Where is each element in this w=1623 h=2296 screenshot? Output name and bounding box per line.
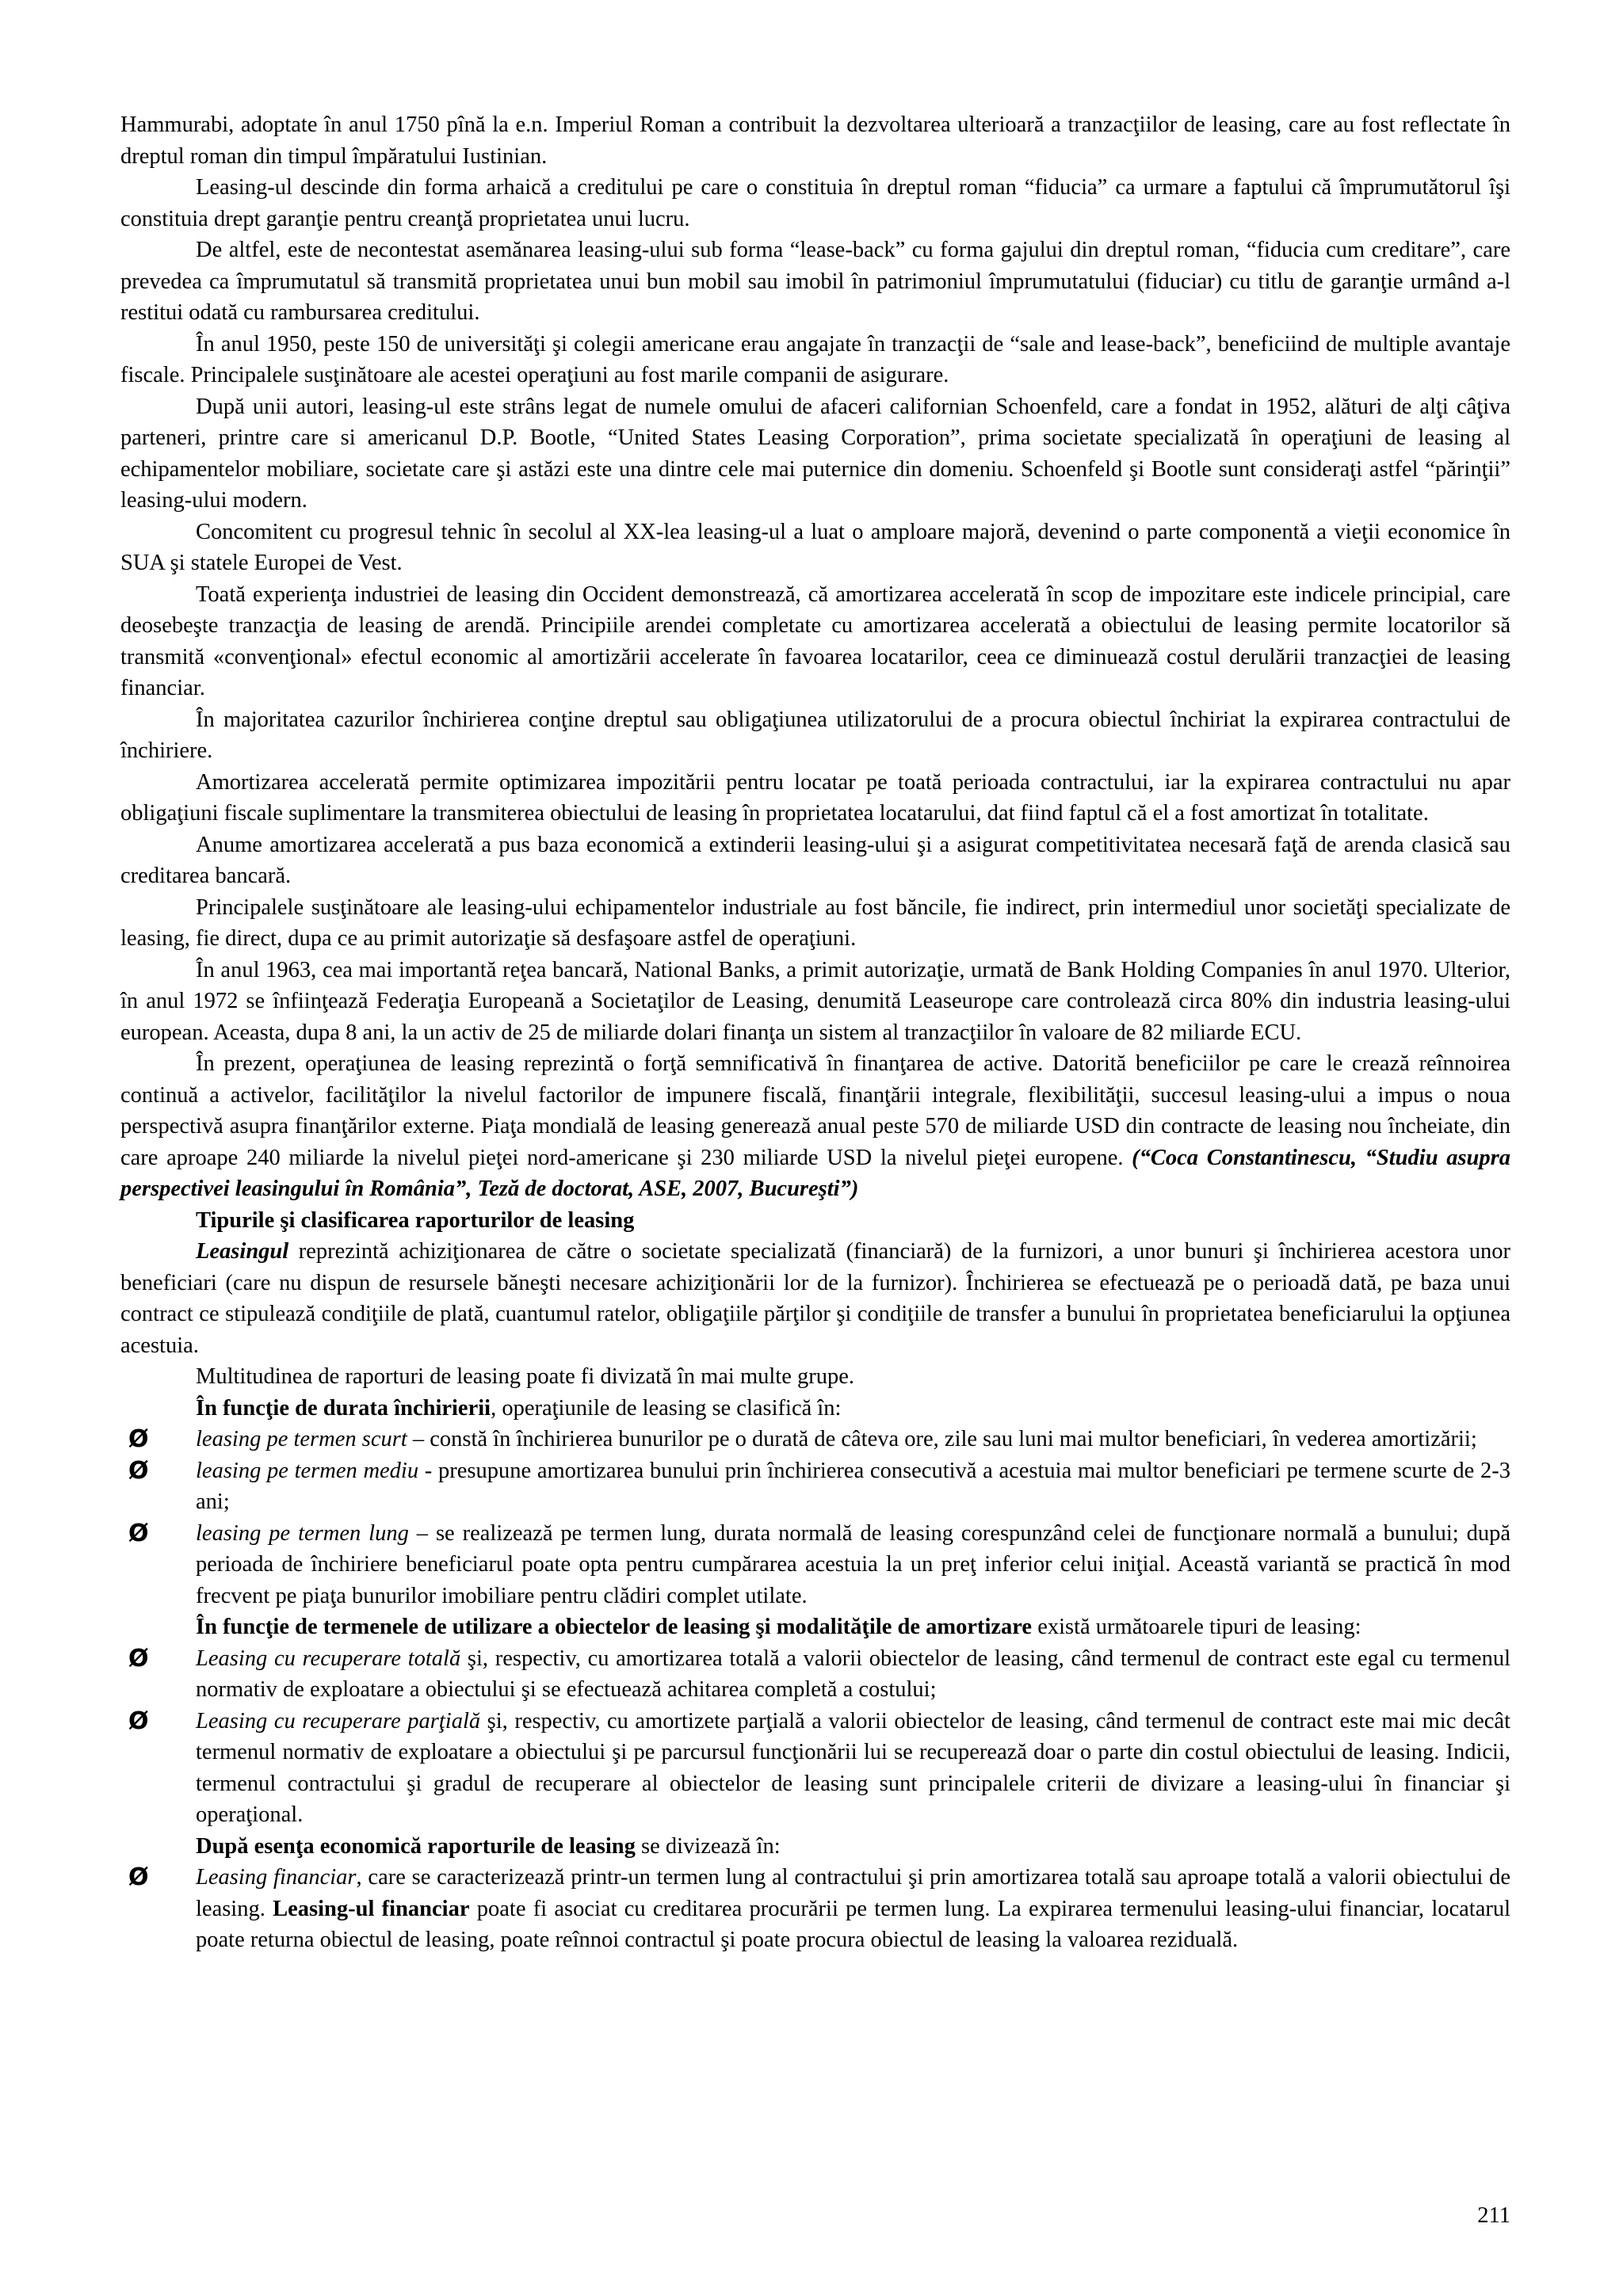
list-item	[120, 1643, 1510, 1706]
paragraph-text: În prezent, operaţiunea de leasing reprezintă o forţă semnificativă în finanţarea de active. Datorită beneficiilor pe care le crează reînnoirea continuă a activelor, facilităţilor la nivelul factorilor de impunere fiscală, finanţării integrale, flexibilităţii, succesul leasing-ului a impus o noua perspectivă asupra finanţărilor externe. Piaţa mondială de leasing generează anual peste 570 de miliarde USD din contracte de leasing nou încheiate, din care aproape 240 miliarde la nivelul pieţei nord-americane şi 230 miliarde USD la nivelul pieţei europene.	[120, 1051, 1510, 1170]
list-item-text: , care se caracterizează printr-un termen lung al contractului şi prin amortizarea totală sau aproape totală a valorii obiectului de leasing.	[196, 1865, 1510, 1921]
list-item	[120, 1455, 1510, 1518]
list-item	[120, 1518, 1510, 1612]
bullet-marker-icon: Ø	[128, 1519, 149, 1547]
list-item-separator: -	[418, 1458, 438, 1483]
list-item-text: şi, respectiv, cu amortizarea totală a valorii obiectelor de leasing, când termenul de contract este egal cu termenul normativ de exploatare a obiectului şi se efectuează achitarea completă a costului;	[196, 1646, 1511, 1702]
paragraph	[120, 1048, 1510, 1205]
group-intro-text: există următoarele tipuri de leasing:	[1032, 1615, 1361, 1639]
list-item-term: Leasing financiar	[196, 1865, 357, 1890]
group-heading: În funcţie de termenele de utilizare a obiectelor de leasing şi modalităţile de amortizare	[196, 1615, 1033, 1639]
list-item	[120, 1424, 1510, 1455]
section-heading: Tipurile şi clasificarea raporturilor de leasing	[196, 1207, 635, 1233]
paragraph: În majoritatea cazurilor închirierea conţine dreptul sau obligaţiunea utilizatorului de a procura obiectul închiriat la expirarea contractului de închiriere.	[120, 707, 1510, 763]
list-item-text: presupune amortizarea bunului prin închirierea consecutivă a acestuia mai multor beneficiari pe termene scurte de 2-3 ani;	[196, 1458, 1510, 1514]
list-item-text: şi, respectiv, cu amortizete parţială a valorii obiectelor de leasing, când termenul de contract este mai mic decât termenul normativ de exploatare a obiectului şi pe parcursul funcţionării lui se recuperează doar o parte din costul obiectului de leasing. Indicii, termenul contractului şi gradul de recuperare al obiectelor de leasing sunt principalele criterii de divizare a leasing-ului în financiar şi operaţional.	[196, 1708, 1511, 1827]
paragraph: Leasing-ul descinde din forma arhaică a creditului pe care o constituia în dreptul roman “fiducia” ca urmare a faptului că împrumutătorul îşi constituia drept garanţie pentru creanţă proprietatea unui lucru.	[120, 175, 1510, 231]
group-heading: După esenţa economică raporturile de leasing	[196, 1833, 636, 1859]
paragraph: Hammurabi, adoptate în anul 1750 pînă la e.n. Imperiul Roman a contribuit la dezvoltarea ulterioară a tranzacţiilor de leasing, care au fost reflectate în dreptul roman din timpul împăratului Iustinian.	[120, 113, 1510, 169]
definition-paragraph	[120, 1236, 1510, 1361]
bullet-marker-icon: Ø	[128, 1644, 149, 1672]
list-item-separator: –	[407, 1427, 430, 1451]
list-item-term: Leasing cu recuperare parţială	[196, 1708, 481, 1733]
bullet-marker-icon: Ø	[128, 1863, 149, 1891]
citation: (“Coca Constantinescu, “Studiu asupra perspectivei leasingului în România”, Teză de doctorat, ASE, 2007, Bucureşti”)	[120, 1145, 1510, 1201]
list-item-separator: –	[408, 1520, 436, 1546]
paragraph: Multitudinea de raporturi de leasing poate fi divizată în mai multe grupe.	[196, 1364, 854, 1389]
page-number: 211	[1477, 2203, 1510, 2228]
paragraph: Principalele susţinătoare ale leasing-ului echipamentelor industriale au fost băncile, fie indirect, prin intermediul unor societăţi specializate de leasing, fie direct, dupa ce au primit autorizaţie să desfaşoare astfel de operaţiuni.	[120, 894, 1510, 951]
list-item-term: leasing pe termen scurt	[196, 1427, 407, 1451]
paragraph: Amortizarea accelerată permite optimizarea impozitării pentru locatar pe toată perioada contractului, iar la expirarea contractului nu apar obligaţiuni fiscale suplimentare la transmiterea obiectului de leasing în proprietatea locatarului, dat fiind faptul că el a fost amortizat în totalitate.	[120, 769, 1510, 826]
definition-term: Leasingul	[196, 1239, 289, 1264]
list-item-term: Leasing cu recuperare totală	[196, 1646, 461, 1671]
paragraph: De altfel, este de necontestat asemănarea leasing-ului sub forma “lease-back” cu forma gajului din dreptul roman, “fiducia cum creditare”, care prevedea ca împrumutatul să transmită proprietatea unui bun mobil sau imobil în patrimoniul împrumutatului (fiduciar) cu titlu de garanţie urmând a-l restitui odată cu rambursarea creditului.	[120, 238, 1510, 325]
list-item-text: se realizează pe termen lung, durata normală de leasing corespunzând celei de funcţionare normală a bunului; după perioada de închiriere beneficiarul poate opta pentru cumpărarea acestuia la un preţ inferior celui iniţial. Această variantă se practică în mod frecvent pe piaţa bunurilor imobiliare pentru clădiri complet utilate.	[196, 1520, 1510, 1608]
list-item-bold-term: Leasing-ul financiar	[273, 1896, 470, 1921]
group-intro	[120, 1831, 1510, 1863]
list-item-term: leasing pe termen mediu	[196, 1458, 419, 1483]
group-heading: În funcţie de durata închirierii	[196, 1395, 491, 1421]
page-body	[120, 109, 1510, 1956]
bullet-marker-icon: Ø	[128, 1707, 149, 1735]
paragraph: Concomitent cu progresul tehnic în secolul al XX-lea leasing-ul a luat o amploare majoră, devenind o parte componentă a vieţii economice în SUA şi statele Europei de Vest.	[120, 519, 1510, 575]
paragraph: În anul 1950, peste 150 de universităţi şi colegii americane erau angajate în tranzacţii de “sale and lease-back”, beneficiind de multiple avantaje fiscale. Principalele susţinătoare ale acestei operaţiuni au fost marile companii de asigurare.	[120, 331, 1510, 387]
group-intro-text: se divizează în:	[635, 1833, 781, 1859]
bullet-marker-icon: Ø	[128, 1456, 149, 1485]
group-intro-text: , operaţiunile de leasing se clasifică în:	[491, 1395, 842, 1421]
paragraph: Anume amortizarea accelerată a pus baza economică a extinderii leasing-ului şi a asigurat competitivitatea necesară faţă de arenda clasică sau creditarea bancară.	[120, 832, 1510, 888]
list-item-term: leasing pe termen lung	[196, 1520, 409, 1546]
group-intro	[120, 1611, 1510, 1643]
paragraph: În anul 1963, cea mai importantă reţea bancară, National Banks, a primit autorizaţie, urmată de Bank Holding Companies în anul 1970. Ulterior, în anul 1972 se înfiinţează Federaţia Europeană a Societaţilor de Leasing, denumită Leaseurope care controlează circa 80% din industria leasing-ului european. Aceasta, dupa 8 ani, la un activ de 25 de miliarde dolari finanţa un sistem al tranzacţiilor în valoare de 82 miliarde ECU.	[120, 957, 1510, 1045]
list-item	[120, 1706, 1510, 1831]
list-item-text: constă în închirierea bunurilor pe o durată de câteva ore, zile sau luni mai multor beneficiari, în vederea amortizării;	[430, 1427, 1477, 1451]
definition-text: reprezintă achiziţionarea de către o societate specializată (financiară) de la furnizori, a unor bunuri şi închirierea acestora unor beneficiari (care nu dispun de resursele băneşti necesare achiziţionării lor de la furnizor). Închirierea se efectuează pe o perioadă dată, pe baza unui contract ce stipulează condiţiile de plată, cuantumul ratelor, obligaţiile părţilor şi condiţiile de transfer a bunului în proprietatea beneficiarului la opţiunea acestuia.	[120, 1239, 1510, 1358]
list-item-text: poate fi asociat cu creditarea procurării pe termen lung. La expirarea termenului leasing-ului financiar, locatarul poate returna obiectul de leasing, poate reînnoi contractul şi poate procura obiectul de leasing la valoarea reziduală.	[196, 1896, 1511, 1952]
paragraph: Toată experienţa industriei de leasing din Occident demonstrează, că amortizarea accelerată în scop de impozitare este indicele principial, care deosebeşte tranzacţia de leasing de arendă. Principiile arendei completate cu amortizarea accelerată a obiectului de leasing permite locatorilor să transmită «convenţional» efectul economic al amortizării accelerate în favoarea locatarilor, ceea ce diminuează costul derulării tranzacţiei de leasing financiar.	[120, 582, 1510, 700]
list-item	[120, 1862, 1510, 1956]
paragraph: După unii autori, leasing-ul este strâns legat de numele omului de afaceri californian Schoenfeld, care a fondat in 1952, alături de alţi câţiva parteneri, printre care si americanul D.P. Bootle, “United States Leasing Corporation”, prima societate specializată în operaţiuni de leasing al echipamentelor mobiliare, societate care şi astăzi este una dintre cele mai puternice din domeniu. Schoenfeld şi Bootle sunt consideraţi astfel “părinţii” leasing-ului modern.	[120, 394, 1510, 513]
group-intro	[120, 1393, 1510, 1425]
bullet-marker-icon: Ø	[128, 1425, 149, 1453]
